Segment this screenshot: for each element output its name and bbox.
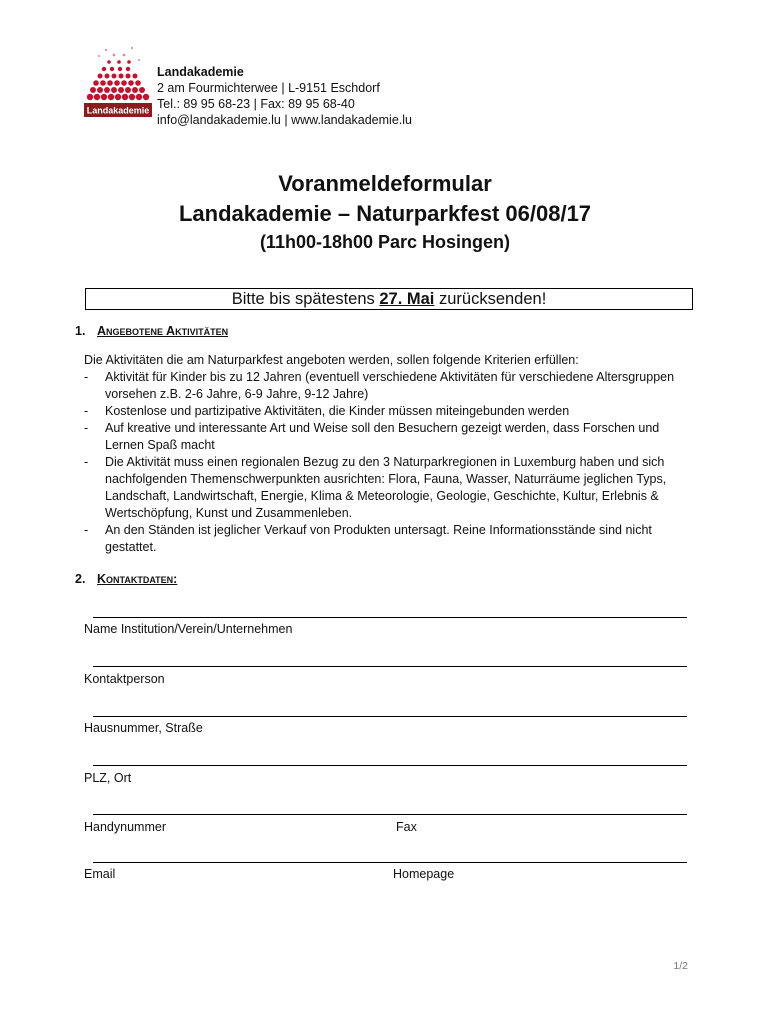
page-number: 1/2 [673, 960, 688, 972]
criteria-item-text: Aktivität für Kinder bis zu 12 Jahren (eventuell verschiedene Aktivitäten für verschiedene Altersgruppen vorsehen z.B. 2-6 Jahre, 6-9 Jahre, 9-12 Jahre) [105, 370, 675, 401]
homepage-label: Homepage [393, 867, 455, 881]
logo-wordmark: Landakademie [86, 105, 150, 116]
section-1-title: Angebotene Aktivitäten [97, 324, 229, 338]
contact-person-field-line[interactable] [93, 666, 687, 667]
bullet-dash: - [84, 421, 89, 435]
bullet-dash: - [84, 455, 89, 469]
org-address: 2 am Fourmichterwee | L-9151 Eschdorf [157, 81, 380, 95]
criteria-item [84, 522, 694, 556]
landakademie-logo [84, 42, 152, 120]
org-contact: info@landakademie.lu | www.landakademie.lu [157, 113, 412, 127]
section-2-number: 2. [75, 572, 86, 586]
institution-label: Name Institution/Verein/Unternehmen [84, 622, 293, 636]
section-2-title: Kontaktdaten: [97, 572, 178, 586]
phone-fax-field-line[interactable] [93, 814, 687, 815]
criteria-item [84, 369, 694, 403]
criteria-item [84, 420, 694, 454]
criteria-intro: Die Aktivitäten die am Naturparkfest angeboten werden, sollen folgende Kriterien erfüllen: [84, 353, 579, 367]
org-phone-fax: Tel.: 89 95 68-23 | Fax: 89 95 68-40 [157, 97, 355, 111]
bullet-dash: - [84, 404, 89, 418]
criteria-list [84, 369, 694, 556]
section-1-heading [75, 324, 228, 338]
org-name: Landakademie [157, 65, 244, 79]
street-field-line[interactable] [93, 716, 687, 717]
street-label: Hausnummer, Straße [84, 721, 203, 735]
email-homepage-field-line[interactable] [93, 862, 687, 863]
notice-text-before: Bitte bis spätestens [231, 290, 380, 308]
criteria-item-text: Die Aktivität muss einen regionalen Bezug zu den 3 Naturparkregionen in Luxemburg haben und sich nachfolgenden Themenschwerpunkten ausrichten: Flora, Fauna, Wasser, Naturräume jeglichen Typs, Landschaft, Landwirtschaft, Energie, Klima & Meteorologie, Geologie, Geschichte, Kultur, Erlebnis & Wertschöpfung, Kunst und Zusammenleben. [105, 455, 667, 520]
bullet-dash: - [84, 370, 89, 384]
event-time-location: (11h00-18h00 Parc Hosingen) [259, 232, 511, 252]
fax-label: Fax [396, 820, 417, 834]
notice-text-after: zurücksenden! [434, 290, 547, 308]
deadline-date: 27. Mai [379, 290, 435, 308]
criteria-item-text: Kostenlose und partizipative Aktivitäten, die Kinder müssen miteingebunden werden [105, 404, 570, 418]
section-2-heading [75, 572, 177, 586]
city-label: PLZ, Ort [84, 771, 132, 785]
section-1-number: 1. [75, 324, 86, 338]
form-title: Voranmeldeformular [278, 171, 492, 196]
bullet-dash: - [84, 523, 89, 537]
city-field-line[interactable] [93, 765, 687, 766]
form-subtitle: Landakademie – Naturparkfest 06/08/17 [178, 201, 592, 226]
return-deadline-notice [85, 288, 693, 310]
criteria-item-text: An den Ständen ist jeglicher Verkauf von Produkten untersagt. Reine Informationsstände sind nicht gestattet. [105, 523, 652, 554]
criteria-item [84, 403, 694, 420]
email-label: Email [84, 867, 116, 881]
criteria-item-text: Auf kreative und interessante Art und Weise soll den Besuchern gezeigt werden, dass Forschen und Lernen Spaß macht [105, 421, 660, 452]
mobile-label: Handynummer [84, 820, 166, 834]
criteria-item [84, 454, 694, 522]
institution-field-line[interactable] [93, 617, 687, 618]
contact-person-label: Kontaktperson [84, 672, 165, 686]
